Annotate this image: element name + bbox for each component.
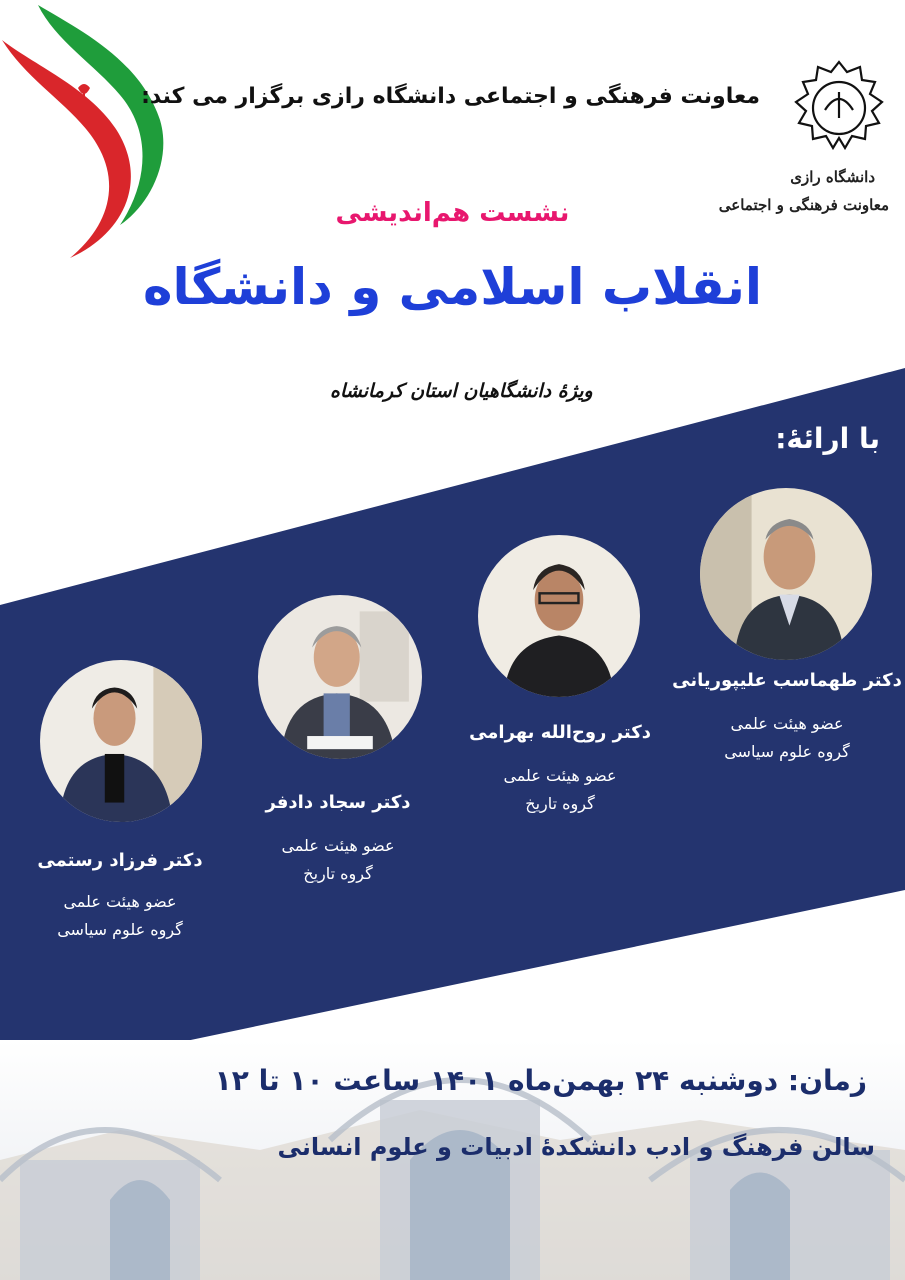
speaker-role-1: عضو هیئت علمی <box>730 714 844 733</box>
organizer-line: معاونت فرهنگی و اجتماعی دانشگاه رازی برگزار می کند: <box>141 84 760 109</box>
speaker-name-2: دکتر روح‌الله بهرامی <box>469 722 651 743</box>
speaker-dept-4: گروه علوم سیاسی <box>57 920 183 939</box>
event-venue: سالن فرهنگ و ادب دانشکدهٔ ادبیات و علوم انسانی <box>277 1133 875 1161</box>
event-type: نشست هم‌اندیشی <box>335 198 570 228</box>
speaker-photo-3 <box>258 595 422 759</box>
speaker-name-1: دکتر طهماسب علیپوریانی <box>672 670 902 691</box>
event-title: انقلاب اسلامی و دانشگاه <box>142 258 763 316</box>
speaker-name-4: دکتر فرزاد رستمی <box>37 850 203 871</box>
speaker-photo-4 <box>40 660 202 822</box>
university-name: دانشگاه رازی <box>790 168 875 186</box>
university-deputy-name: معاونت فرهنگی و اجتماعی <box>718 196 889 214</box>
event-audience: ویژهٔ دانشگاهیان استان کرمانشاه <box>330 380 593 402</box>
speaker-dept-1: گروه علوم سیاسی <box>724 742 850 761</box>
speaker-name-3: دکتر سجاد دادفر <box>265 792 411 813</box>
speaker-dept-2: گروه تاریخ <box>525 794 595 813</box>
speaker-photo-1 <box>700 488 872 660</box>
presented-by-heading: با ارائهٔ: <box>775 422 880 455</box>
speaker-photo-2 <box>478 535 640 697</box>
speaker-role-4: عضو هیئت علمی <box>63 892 177 911</box>
speaker-dept-3: گروه تاریخ <box>303 864 373 883</box>
event-time: زمان: دوشنبه ۲۴ بهمن‌ماه ۱۴۰۱ ساعت ۱۰ تا ۱۲ <box>214 1064 867 1097</box>
razi-university-logo-icon <box>789 58 889 158</box>
speaker-role-2: عضو هیئت علمی <box>503 766 617 785</box>
speaker-role-3: عضو هیئت علمی <box>281 836 395 855</box>
